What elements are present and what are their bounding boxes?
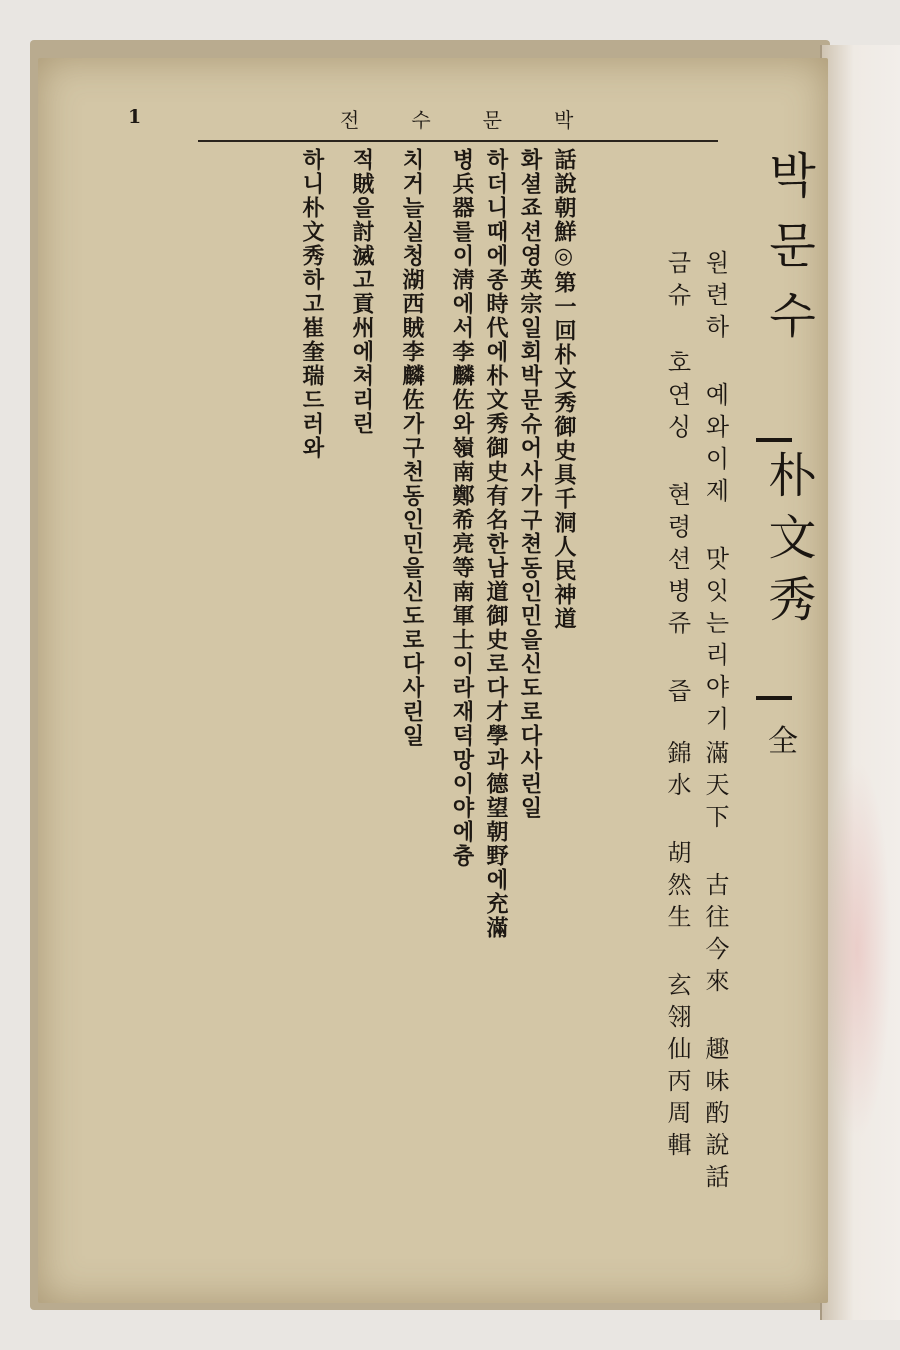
running-header xyxy=(100,92,720,132)
subtitle-hanja: 滿天下 古往今來 趣味酌說話 xyxy=(701,740,729,1196)
body-column: 병兵器를이淸에서李麟佐와嶺南鄭希亮等南軍士이라재덕망이야에츙 xyxy=(449,148,474,868)
subtitle-hangul: 원련하 예와이제 맛잇는리야기 xyxy=(701,250,729,738)
body-column: 화셜죠션영英宗일회박문슈어사가구쳔동인민을신도로다사린일 xyxy=(517,148,542,820)
body-column: 하니朴文秀하고崔奎瑞드러와 xyxy=(299,148,324,460)
book-title-hanja: 朴文秀 xyxy=(760,450,816,636)
body-column: 하더니때에종時代에朴文秀御史有名한남道御史로다才學과德望朝野에充滿 xyxy=(483,148,508,940)
title-bracket-bottom xyxy=(756,696,792,700)
title-suffix: 全 xyxy=(768,724,798,759)
title-bracket-top xyxy=(756,438,792,442)
editors-hangul: 금슈 호연싱 현령션병쥬 즙 xyxy=(663,250,691,710)
body-column: 적賊을討滅고貢州에쳐리린 xyxy=(349,148,374,436)
paper-stain xyxy=(822,760,892,1140)
body-column: 치거늘실청湖西賊李麟佐가구천동인민을신도로다사린일 xyxy=(399,148,424,748)
body-text xyxy=(96,148,614,1283)
running-title: 전수문박 xyxy=(340,108,626,132)
editors-hanja: 錦水 胡然生 玄翎仙丙周輯 xyxy=(663,740,691,1164)
body-column: 話說朝鮮◎第一回朴文秀御史具千洞人民神道 xyxy=(551,148,576,631)
header-rule xyxy=(198,140,718,142)
book-title-hangul: 박문수 xyxy=(760,150,816,360)
page-number: 1 xyxy=(128,106,142,128)
